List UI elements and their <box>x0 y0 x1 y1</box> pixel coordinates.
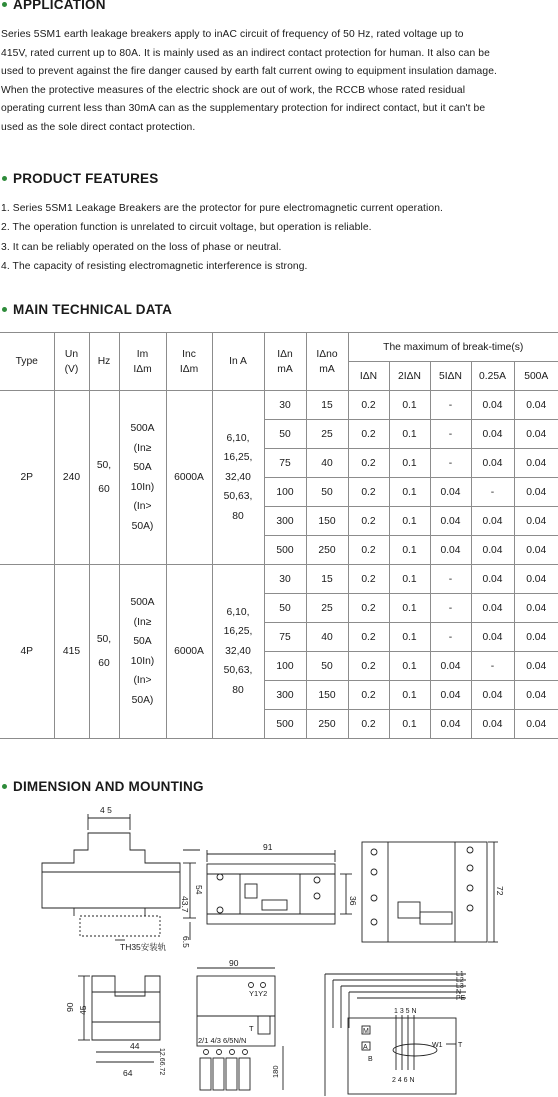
header-idno: IΔno mA <box>306 333 348 391</box>
group-in-a-cell: 6,10, 16,25, 32,40 50,63, 80 <box>212 391 264 565</box>
subheader-cell: 2IΔN <box>389 362 430 391</box>
table-cell: 25 <box>306 594 348 623</box>
table-cell: 75 <box>264 449 306 478</box>
table-cell: 15 <box>306 391 348 420</box>
subheader-cell: 5IΔN <box>430 362 471 391</box>
table-cell: 0.04 <box>430 507 471 536</box>
wire-label: T <box>458 1042 463 1049</box>
feature-item: 3. It can be reliably operated on the loss of phase or neutral. <box>1 241 282 253</box>
table-cell: 0.04 <box>430 681 471 710</box>
table-cell: 250 <box>306 710 348 739</box>
table-cell: 0.1 <box>389 565 430 594</box>
features-list <box>1 199 557 276</box>
wire-label: B <box>368 1056 373 1063</box>
table-cell: - <box>471 652 514 681</box>
table-cell: 0.1 <box>389 478 430 507</box>
header-in-a: In A <box>212 333 264 391</box>
table-cell: 300 <box>264 507 306 536</box>
table-cell: 0.1 <box>389 391 430 420</box>
wire-label: W1 <box>432 1042 443 1049</box>
table-cell: 15 <box>306 565 348 594</box>
dim-label: 90 <box>229 958 239 968</box>
terminal-label: 2/1 4/3 6/5N/N <box>198 1036 247 1045</box>
header-un: Un (V) <box>54 333 89 391</box>
table-cell: 40 <box>306 623 348 652</box>
dimension-drawings <box>0 800 558 1097</box>
table-cell: 150 <box>306 681 348 710</box>
header-hz: Hz <box>89 333 119 391</box>
table-cell: 0.04 <box>471 681 514 710</box>
table-cell: 30 <box>264 565 306 594</box>
table-cell: 0.1 <box>389 710 430 739</box>
group-hz-cell: 50, 60 <box>89 391 119 565</box>
table-cell: 0.1 <box>389 652 430 681</box>
technical-heading: MAIN TECHNICAL DATA <box>2 302 172 317</box>
dim-label: 12.66.72 <box>158 1048 165 1076</box>
table-cell: 40 <box>306 449 348 478</box>
group-type-cell: 4P <box>0 565 54 739</box>
subheader-cell: IΔN <box>348 362 389 391</box>
table-cell: 0.04 <box>471 623 514 652</box>
table-cell: 0.2 <box>348 565 389 594</box>
dim-label: 44 <box>130 1041 140 1051</box>
front-view-2p-drawing <box>207 850 352 924</box>
table-cell: 0.04 <box>430 536 471 565</box>
group-un-cell: 240 <box>54 391 89 565</box>
front-view-4p-drawing <box>362 842 498 942</box>
wire-label: L3 <box>456 983 464 990</box>
table-cell: - <box>471 478 514 507</box>
table-cell: 0.04 <box>471 391 514 420</box>
table-cell: 0.04 <box>471 536 514 565</box>
table-cell: 0.04 <box>471 507 514 536</box>
table-cell: 0.04 <box>514 565 558 594</box>
header-inc: Inc IΔm <box>166 333 212 391</box>
group-im-cell: 500A (In≥ 50A 10In) (In> 50A) <box>119 565 166 739</box>
wire-label: N <box>456 989 462 996</box>
table-cell: - <box>430 391 471 420</box>
table-cell: 500 <box>264 710 306 739</box>
table-cell: 0.04 <box>514 623 558 652</box>
wire-label: M <box>363 1028 369 1035</box>
table-cell: 0.2 <box>348 536 389 565</box>
table-cell: 0.1 <box>389 623 430 652</box>
table-cell: 0.04 <box>514 594 558 623</box>
dim-label: 72 <box>495 886 505 896</box>
table-cell: 0.04 <box>430 710 471 739</box>
table-row <box>0 565 558 594</box>
table-cell: 0.04 <box>471 420 514 449</box>
table-cell: 300 <box>264 681 306 710</box>
dim-label: 54 <box>194 885 204 895</box>
table-cell: - <box>430 420 471 449</box>
bullet-icon <box>2 176 7 181</box>
table-cell: 0.04 <box>471 710 514 739</box>
dim-label: 36 <box>348 896 358 906</box>
subheader-cell: 0.25A <box>471 362 514 391</box>
table-cell: 30 <box>264 391 306 420</box>
table-cell: 0.2 <box>348 507 389 536</box>
table-cell: 0.04 <box>430 652 471 681</box>
features-heading: PRODUCT FEATURES <box>2 171 158 186</box>
dim-label: T <box>249 1024 254 1033</box>
dim-label: 6.5 <box>181 936 191 948</box>
header-row <box>0 333 558 362</box>
side-view-drawing <box>78 976 160 1062</box>
table-cell: 150 <box>306 507 348 536</box>
bullet-icon <box>2 784 7 789</box>
table-cell: 500 <box>264 536 306 565</box>
table-cell: 0.2 <box>348 623 389 652</box>
table-cell: 0.2 <box>348 391 389 420</box>
dim-label: 45 <box>78 1005 88 1015</box>
table-cell: 0.1 <box>389 449 430 478</box>
dim-label: 4 5 <box>100 805 112 815</box>
table-cell: 0.04 <box>471 449 514 478</box>
side-profile-drawing <box>42 814 200 940</box>
table-cell: 0.04 <box>514 420 558 449</box>
application-heading: APPLICATION <box>2 0 106 12</box>
group-inc-cell: 6000A <box>166 391 212 565</box>
table-cell: 0.04 <box>514 449 558 478</box>
table-cell: 0.2 <box>348 478 389 507</box>
table-cell: - <box>430 623 471 652</box>
dim-label: 43.7 <box>180 896 190 913</box>
application-text: Series 5SM1 earth leakage breakers apply to inAC circuit of frequency of 50 Hz, rated voltage up to 415V, rated current up to 80A. It is mainly used as an indirect contact protection for human. It also can be used to prevent against the fire danger caused by earth falt current owing to equipment insulation damage. When the protective measures of the electric shock are out of work, the RCCB whose rated residual operating current less than 30mA can as the supplementary protection for indirect contact, but it can't be used as the sole direct contact protection. <box>1 29 498 133</box>
table-cell: 0.1 <box>389 536 430 565</box>
dim-label: 64 <box>123 1068 133 1078</box>
table-cell: 100 <box>264 478 306 507</box>
group-hz-cell: 50, 60 <box>89 565 119 739</box>
table-row <box>0 391 558 420</box>
wire-label: 2 4 6 N <box>392 1077 415 1084</box>
table-cell: 250 <box>306 536 348 565</box>
table-cell: - <box>430 565 471 594</box>
group-im-cell: 500A (In≥ 50A 10In) (In> 50A) <box>119 391 166 565</box>
group-un-cell: 415 <box>54 565 89 739</box>
table-cell: 0.04 <box>514 652 558 681</box>
bullet-icon <box>2 2 7 7</box>
group-inc-cell: 6000A <box>166 565 212 739</box>
dim-label: Y1Y2 <box>249 989 268 998</box>
table-cell: 0.2 <box>348 710 389 739</box>
header-break-time: The maximum of break-time(s) <box>348 333 558 362</box>
wire-label: L1 <box>456 971 464 978</box>
table-cell: 0.04 <box>430 478 471 507</box>
table-cell: 0.04 <box>514 507 558 536</box>
dim-label: 180 <box>271 1065 280 1078</box>
header-im: Im IΔm <box>119 333 166 391</box>
table-cell: 25 <box>306 420 348 449</box>
header-type: Type <box>0 333 54 391</box>
table-cell: 0.04 <box>471 565 514 594</box>
table-cell: 75 <box>264 623 306 652</box>
table-cell: 0.1 <box>389 420 430 449</box>
group-type-cell: 2P <box>0 391 54 565</box>
table-cell: 0.04 <box>514 536 558 565</box>
wire-label: PE <box>456 995 466 1002</box>
feature-item: 4. The capacity of resisting electromagnetic interference is strong. <box>1 260 308 272</box>
wire-label: L2 <box>456 977 464 984</box>
table-cell: 0.2 <box>348 420 389 449</box>
group-in-a-cell: 6,10, 16,25, 32,40 50,63, 80 <box>212 565 264 739</box>
table-cell: 0.1 <box>389 681 430 710</box>
table-cell: 0.2 <box>348 449 389 478</box>
table-cell: - <box>430 449 471 478</box>
subheader-cell: 500A <box>514 362 558 391</box>
wire-label: 1 3 5 N <box>394 1008 417 1015</box>
table-cell: 50 <box>306 652 348 681</box>
table-cell: 50 <box>306 478 348 507</box>
table-cell: - <box>430 594 471 623</box>
header-idn: IΔn mA <box>264 333 306 391</box>
feature-item: 1. Series 5SM1 Leakage Breakers are the protector for pure electromagnetic current operation. <box>1 203 443 214</box>
table-cell: 0.2 <box>348 652 389 681</box>
rail-label: TH35安装轨 <box>120 942 167 952</box>
table-cell: 50 <box>264 420 306 449</box>
table-cell: 0.1 <box>389 594 430 623</box>
table-cell: 0.04 <box>514 478 558 507</box>
dim-label: 90 <box>65 1002 75 1012</box>
table-cell: 50 <box>264 594 306 623</box>
table-cell: 0.04 <box>514 391 558 420</box>
wire-label: A <box>363 1044 368 1051</box>
table-cell: 0.2 <box>348 594 389 623</box>
bullet-icon <box>2 307 7 312</box>
table-cell: 0.04 <box>514 681 558 710</box>
dim-label: 91 <box>263 842 273 852</box>
table-cell: 0.04 <box>514 710 558 739</box>
table-cell: 0.1 <box>389 507 430 536</box>
feature-item: 2. The operation function is unrelated to circuit voltage, but operation is reliable. <box>1 222 372 234</box>
dimension-heading: DIMENSION AND MOUNTING <box>2 779 204 794</box>
technical-data-table <box>0 332 558 739</box>
table-cell: 0.2 <box>348 681 389 710</box>
table-cell: 0.04 <box>471 594 514 623</box>
table-cell: 100 <box>264 652 306 681</box>
